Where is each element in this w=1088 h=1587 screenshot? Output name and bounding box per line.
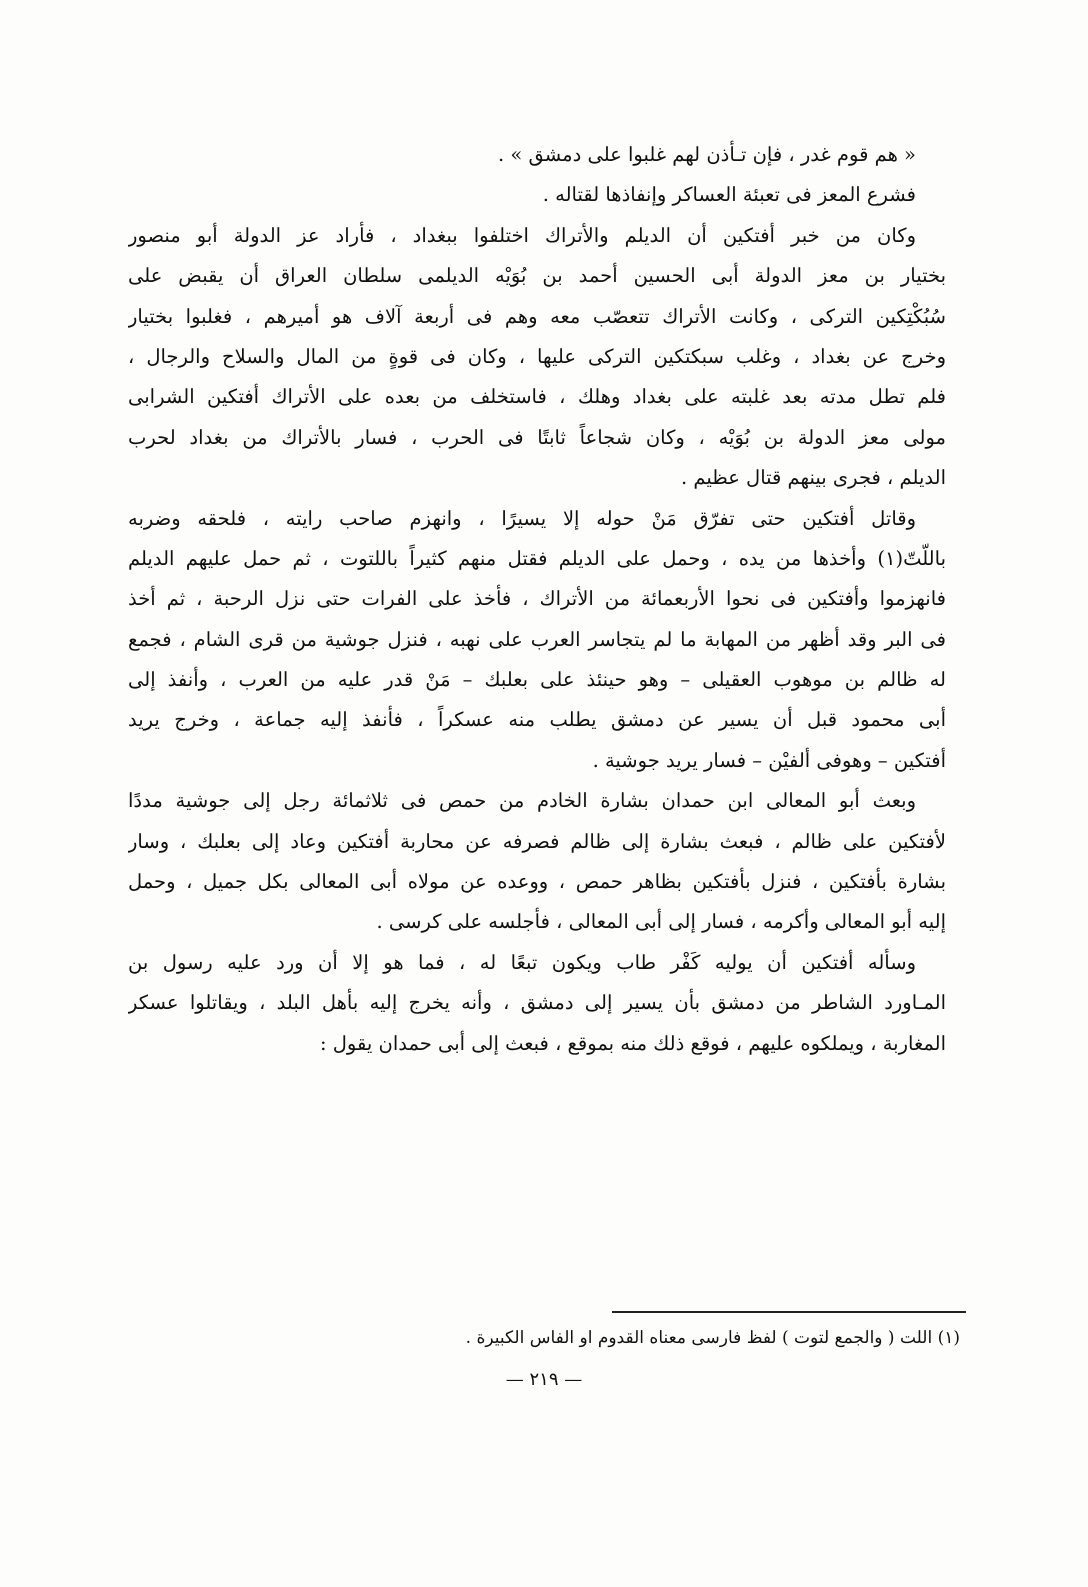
body-line: وسأله أفتكين أن يوليه كَفْر طاب ويكون تبعًا له ، فما هو إلا أن ورد عليه رسول بن bbox=[128, 950, 916, 974]
footnote-divider bbox=[612, 1311, 966, 1313]
body-line: المغاربة ، ويملكوه عليهم ، فوقع ذلك منه بموقع ، فبعث إلى أبى حمدان يقول : bbox=[320, 1031, 946, 1055]
page-number: — ٢١٩ — bbox=[505, 1369, 583, 1390]
body-line: أبى محمود قبل أن يسير عن دمشق يطلب منه عسكراً ، فأنفذ إليه جماعة ، وخرج يريد bbox=[128, 708, 946, 732]
body-line: وخرج عن بغداد ، وغلب سبكتكين التركى عليها ، وكان فى قوةٍ من المال والسلاح والرجال ، bbox=[128, 344, 946, 368]
body-line: بختيار بن معز الدولة أبى الحسين أحمد بن بُوَيْه الديلمى سلطان العراق أن يقبض على bbox=[128, 264, 946, 288]
body-line: باللّتّ(١) وأخذها من يده ، وحمل على الديلم فقتل منهم كثيراً باللتوت ، ثم حمل عليهم الديلم bbox=[128, 546, 946, 570]
body-text bbox=[128, 135, 946, 1064]
footnote: (١) اللت ( والجمع لتوت ) لفظ فارسى معناه القدوم او الفاس الكبيرة . bbox=[465, 1328, 960, 1348]
body-line: وبعث أبو المعالى ابن حمدان بشارة الخادم من حمص فى ثلاثمائة رجل إلى جوشية مددًا bbox=[128, 789, 916, 813]
body-line: فانهزموا وأفتكين فى نحوا الأربعمائة من الأتراك ، فأخذ على الفرات حتى نزل الرحبة ، ثم أخذ bbox=[128, 587, 946, 611]
body-line: له ظالم بن موهوب العقيلى – وهو حينئذ على بعلبك – مَنْ قدر عليه من العرب ، وأنفذ إلى bbox=[128, 668, 946, 692]
body-line: « هم قوم غدر ، فإن تـأذن لهم غلبوا على دمشق » . bbox=[497, 143, 916, 166]
body-line: بشارة بأفتكين ، فنزل بأفتكين بظاهر حمص ، ووعده عن مولاه أبى المعالى بكل جميل ، وحمل bbox=[128, 870, 946, 894]
body-line: إليه أبو المعالى وأكرمه ، فسار إلى أبى المعالى ، فأجلسه على كرسى . bbox=[376, 910, 946, 934]
body-line: لأفتكين على ظالم ، فبعث بشارة إلى ظالم فصرفه عن محاربة أفتكين وعاد إلى بعلبك ، وسار bbox=[128, 829, 946, 853]
body-line: أفتكين – وهوفى ألفيْن – فسار يريد جوشية . bbox=[592, 748, 946, 772]
body-line: الديلم ، فجرى بينهم قتال عظيم . bbox=[680, 466, 946, 490]
body-line: فلم تطل مدته بعد غلبته على بغداد وهلك ، فاستخلف من بعده على الأتراك أفتكين الشرابى bbox=[128, 385, 946, 409]
body-line: وقاتل أفتكين حتى تفرّق مَنْ حوله إلا يسيرًا ، وانهزم صاحب رايته ، فلحقه وضربه bbox=[128, 506, 916, 530]
body-line: وكان من خبر أفتكين أن الديلم والأتراك اختلفوا ببغداد ، فأراد عز الدولة أبو منصور bbox=[128, 223, 916, 247]
body-line: سُبُكْتِكين التركى ، وكانت الأتراك تتعصّب معه وهم فى أربعة آلاف هو أميرهم ، فغلبوا بختيار bbox=[128, 304, 946, 328]
body-line: مولى معز الدولة بن بُوَيْه ، وكان شجاعاً ثابتًا فى الحرب ، فسار بالأتراك من بغداد لحرب bbox=[128, 425, 946, 449]
body-line: فشرع المعز فى تعبئة العساكر وإنفاذها لقتاله . bbox=[542, 183, 916, 207]
body-line: المـاورد الشاطر من دمشق بأن يسير إلى دمشق ، وأنه يخرج إليه بأهل البلد ، ويقاتلوا عسكر bbox=[128, 991, 946, 1015]
body-line: فى البر وقد أظهر من المهابة ما لم يتجاسر العرب على نهبه ، فنزل جوشية من قرى الشام ، فجمع bbox=[128, 627, 946, 651]
